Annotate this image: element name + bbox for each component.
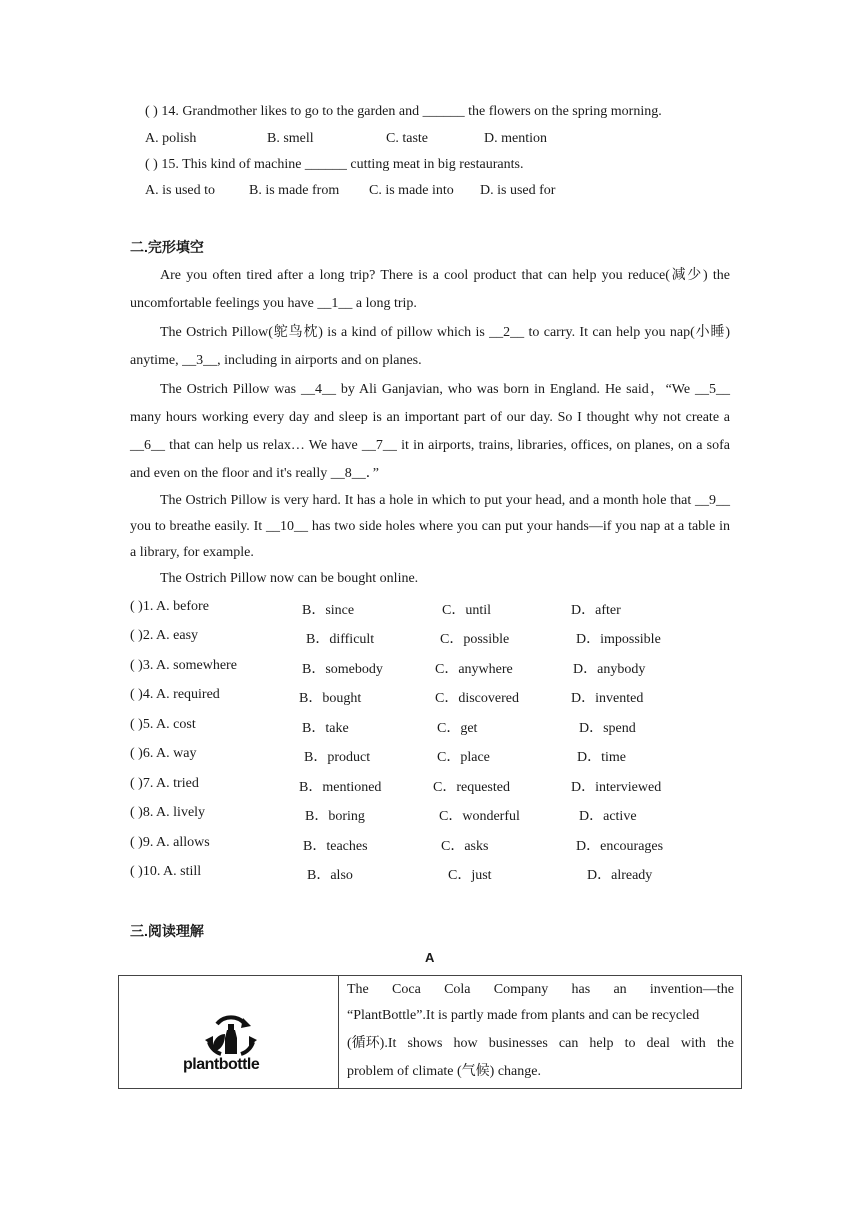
cloze-option-d: D．after [571, 603, 621, 618]
cloze-option-a: ( )9. A. allows [130, 835, 210, 850]
passage-line-4: problem of climate (气候) change. [347, 1064, 541, 1079]
cloze-option-a: ( )3. A. somewhere [130, 658, 237, 673]
cloze-question-row [130, 599, 750, 619]
q15-option-a: A. is used to [145, 183, 215, 198]
passage-line-3 [347, 1030, 734, 1058]
cloze-option-c: C．requested [433, 780, 510, 795]
cloze-question-row [130, 805, 750, 825]
reading-passage [347, 976, 734, 1086]
cloze-question-row [130, 687, 750, 707]
cloze-option-c: C．asks [441, 839, 489, 854]
cloze-question-row [130, 835, 750, 855]
logo-wordmark: plantbottle [183, 1056, 260, 1073]
word: can [558, 1036, 579, 1051]
word: invention—the [649, 982, 734, 997]
q15-option-d: D. is used for [480, 183, 556, 198]
passage-line-2: “PlantBottle”.It is partly made from plants and can be recycled [347, 1008, 700, 1023]
cloze-option-c: C．just [448, 868, 492, 883]
cloze-option-c: C．discovered [435, 691, 519, 706]
cloze-option-a: ( )7. A. tried [130, 776, 199, 791]
q14-option-a: A. polish [145, 131, 197, 146]
cloze-option-d: D．impossible [576, 632, 661, 647]
q14-option-c: C. taste [386, 131, 428, 146]
cloze-option-a: ( )10. A. still [130, 864, 202, 879]
question-14-stem: ( ) 14. Grandmother likes to go to the garden and ______ the flowers on the spring morning. [145, 104, 662, 119]
question-15-stem: ( ) 15. This kind of machine ______ cutting meat in big restaurants. [145, 157, 524, 172]
cloze-question-row [130, 776, 750, 796]
word: (循环).It [347, 1036, 397, 1051]
cloze-paragraph: The Ostrich Pillow is very hard. It has a hole in which to put your head, and a month hole that __9__ you to breathe easily. It __10__ has two side holes where you can put your hands—if you nap at a table in a library, for example. [130, 493, 730, 560]
cloze-option-a: ( )8. A. lively [130, 805, 206, 820]
cloze-option-d: D．interviewed [571, 780, 662, 795]
word: to [624, 1036, 636, 1051]
cloze-option-a: ( )4. A. required [130, 687, 220, 702]
word: how [453, 1036, 478, 1051]
cloze-paragraph: The Ostrich Pillow(鸵鸟枕) is a kind of pillow which is __2__ to carry. It can help you nap(小睡) anytime, __3__, including in airports and on planes. [130, 325, 730, 368]
cloze-option-c: C．until [442, 603, 492, 618]
cloze-paragraph: Are you often tired after a long trip? There is a cool product that can help you reduce(减少) the uncomfortable feelings you have __1__ a long trip. [130, 268, 730, 311]
cloze-option-c: C．wonderful [439, 809, 520, 824]
q15-option-c: C. is made into [369, 183, 454, 198]
cloze-option-d: D．encourages [576, 839, 664, 854]
cloze-option-d: D．active [579, 809, 637, 824]
table-divider [338, 976, 339, 1088]
cloze-question-row [130, 717, 750, 737]
word: Coca [392, 982, 421, 997]
cloze-option-b: B．product [304, 750, 371, 765]
cloze-option-b: B．somebody [302, 662, 383, 677]
cloze-option-d: D．spend [579, 721, 636, 736]
cloze-question-row [130, 864, 750, 884]
word: businesses [488, 1036, 548, 1051]
cloze-option-b: B．also [307, 868, 353, 883]
cloze-option-d: D．anybody [573, 662, 646, 677]
word: the [716, 1036, 734, 1051]
cloze-option-d: D．invented [571, 691, 644, 706]
cloze-option-a: ( )5. A. cost [130, 717, 196, 732]
cloze-option-d: D．time [577, 750, 626, 765]
cloze-option-a: ( )1. A. before [130, 599, 209, 614]
q14-option-b: B. smell [267, 131, 314, 146]
cloze-option-b: B．teaches [303, 839, 368, 854]
cloze-option-a: ( )6. A. way [130, 746, 197, 761]
word: deal [646, 1036, 670, 1051]
word: help [589, 1036, 614, 1051]
q15-option-b: B. is made from [249, 183, 340, 198]
cloze-paragraph: The Ostrich Pillow was __4__ by Ali Ganjavian, who was born in England. He said，“We __5__ many hours working every day and sleep is an important part of our day. So I thought why not create a __6__ that can help us relax… We have __7__ it in airports, trains, libraries, offices, on planes, on a sofa and even on the floor and it's really __8__．” [130, 382, 730, 481]
passage-line-1 [347, 976, 734, 1002]
reading-table [118, 975, 742, 1089]
cloze-option-d: D．already [587, 868, 653, 883]
cloze-heading: 二.完形填空 [130, 239, 204, 255]
cloze-paragraph: The Ostrich Pillow now can be bought online. [160, 571, 419, 586]
reading-heading: 三.阅读理解 [130, 923, 204, 939]
cloze-option-b: B．since [302, 603, 355, 618]
cloze-question-row [130, 628, 750, 648]
cloze-question-row [130, 746, 750, 766]
cloze-option-c: C．get [437, 721, 478, 736]
word: Cola [444, 982, 471, 997]
word: Company [493, 982, 549, 997]
section-label: A [425, 950, 435, 965]
cloze-option-b: B．mentioned [299, 780, 382, 795]
cloze-passage [130, 262, 730, 592]
cloze-option-b: B．bought [299, 691, 362, 706]
cloze-option-c: C．place [437, 750, 490, 765]
word: shows [407, 1036, 443, 1051]
word: with [680, 1036, 706, 1051]
cloze-option-b: B．boring [305, 809, 365, 824]
cloze-question-row [130, 658, 750, 678]
cloze-option-b: B．difficult [306, 632, 375, 647]
word: The [347, 982, 369, 997]
word: an [613, 982, 627, 997]
cloze-option-a: ( )2. A. easy [130, 628, 199, 643]
cloze-option-b: B．take [302, 721, 349, 736]
q14-option-d: D. mention [484, 131, 547, 146]
word: has [571, 982, 591, 997]
plantbottle-logo [181, 994, 281, 1074]
cloze-option-c: C．possible [440, 632, 510, 647]
cloze-option-c: C．anywhere [435, 662, 513, 677]
